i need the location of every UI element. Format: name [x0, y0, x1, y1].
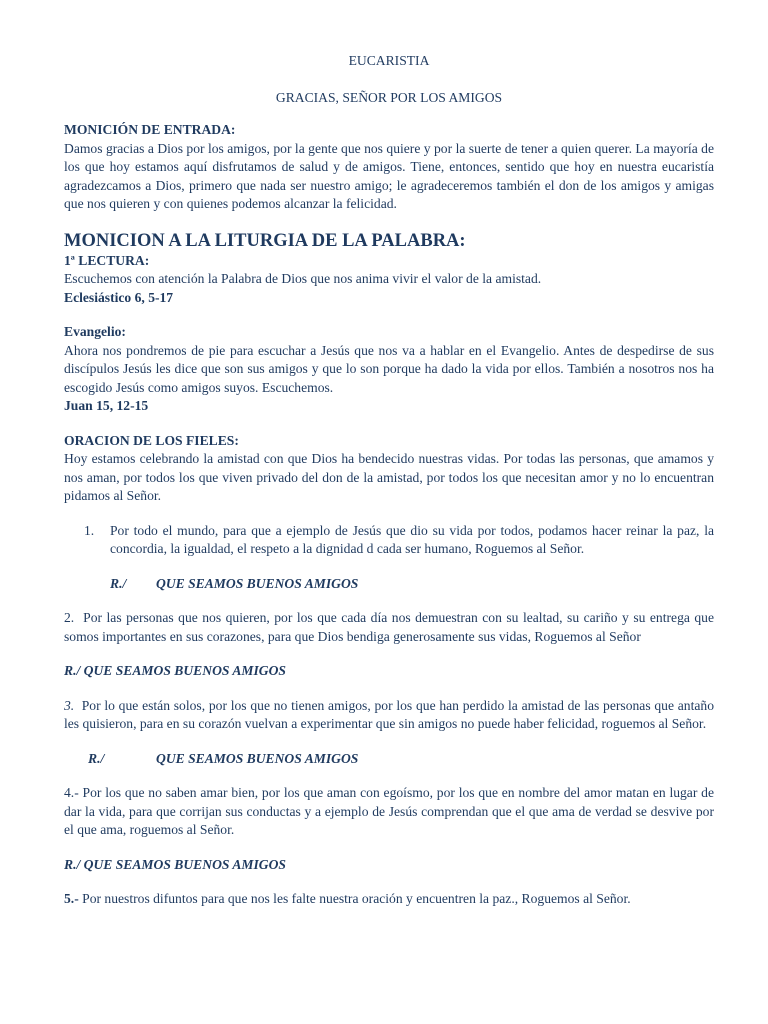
evangelio-text: Ahora nos pondremos de pie para escuchar a Jesús que nos va a hablar en el Evangelio. Antes de despedirse de sus discípulos Jesús les dice que son sus amigos y que lo son porque ha dado la vida por ellos. También a nosotros nos ha escogido Jesús como amigos suyos. Escuchemos. [64, 342, 714, 395]
response-line: R./ QUE SEAMOS BUENOS AMIGOS [64, 663, 286, 678]
petition-text: Por todo el mundo, para que a ejemplo de Jesús que dio su vida por todos, podamos hacer reinar la paz, la concordia, la igualdad, el respeto a la dignidad d cada ser humano, Roguemos al Señor. [110, 522, 714, 556]
petition-number: 5.- [64, 891, 79, 906]
response-label: R./ [110, 575, 127, 591]
evangelio-reference: Juan 15, 12-15 [64, 398, 149, 413]
petition-number: 1. [84, 522, 95, 538]
petition-text: Por lo que están solos, por los que no tienen amigos, por los que han perdido la amistad de las personas que antaño les quisieron, para en su corazón vuelvan a experimentar que sin amigos no puede haber felicidad, roguemos al Señor. [64, 697, 714, 731]
oracion-fieles-intro: Hoy estamos celebrando la amistad con que Dios ha bendecido nuestras vidas. Por todas las personas, que amamos y nos aman, por todos los que viven privado del don de la amistad, por todos los que necesitan amor y no lo encuentran pidamos al Señor. [64, 451, 714, 503]
response-line [64, 750, 714, 769]
petition-text: Por nuestros difuntos para que nos les falte nuestra oración y encuentren la paz., Roguemos al Señor. [82, 891, 631, 906]
response-text: QUE SEAMOS BUENOS AMIGOS [156, 575, 359, 591]
document-title: EUCARISTIA [348, 53, 430, 68]
lectura-reference: Eclesiástico 6, 5-17 [64, 289, 174, 305]
monicion-entrada-heading: MONICIÓN DE ENTRADA: [64, 122, 236, 137]
response-line [64, 575, 714, 594]
petition-item [64, 609, 714, 646]
petition-item [64, 522, 714, 559]
response-line: R./ QUE SEAMOS BUENOS AMIGOS [64, 856, 286, 872]
monicion-liturgia-heading: MONICION A LA LITURGIA DE LA PALABRA: [64, 230, 466, 251]
petition-number: 2. [64, 610, 75, 625]
petition-item [64, 890, 714, 909]
evangelio-heading: Evangelio: [64, 324, 126, 339]
lectura-text: Escuchemos con atención la Palabra de Dios que nos anima vivir el valor de la amistad. [64, 271, 542, 286]
document-subtitle: GRACIAS, SEÑOR POR LOS AMIGOS [275, 89, 503, 105]
monicion-entrada-text: Damos gracias a Dios por los amigos, por la gente que nos quiere y por la suerte de tener a quien querer. La mayoría de los que hoy estamos aquí disfrutamos de salud y de amigos. Tiene, entonces, sentido que hoy en nuestra eucaristía agradezcamos a Dios, primero que nada ser nuestro amigo; le agradeceremos también el don de los amigos y amigas que nos quieren y con quienes podemos alcanzar la felicidad. [64, 140, 714, 211]
response-text: QUE SEAMOS BUENOS AMIGOS [156, 750, 359, 766]
petition-text: Por los que no saben amar bien, por los que aman con egoísmo, por los que en nombre del amor matan en lugar de dar la vida, para que corrijan sus conductas y a ejemplo de Jesús comprendan que el que ama de verdad se desvive por el que ama, roguemos al Señor. [64, 785, 714, 837]
petition-number: 4.- [64, 785, 79, 800]
petition-number: 3. [64, 697, 75, 713]
document-body [64, 52, 714, 909]
lectura-heading: 1ª LECTURA: [64, 252, 150, 268]
oracion-fieles-heading: ORACION DE LOS FIELES: [64, 432, 239, 448]
petition-item [64, 697, 714, 734]
response-label: R./ [88, 750, 105, 766]
petition-text: Por las personas que nos quieren, por los que cada día nos demuestran con su lealtad, su cariño y su entrega que somos importantes en sus corazones, para que Dios bendiga generosamente sus vidas, Roguemos al Señor [64, 610, 715, 644]
petition-item [64, 784, 714, 840]
